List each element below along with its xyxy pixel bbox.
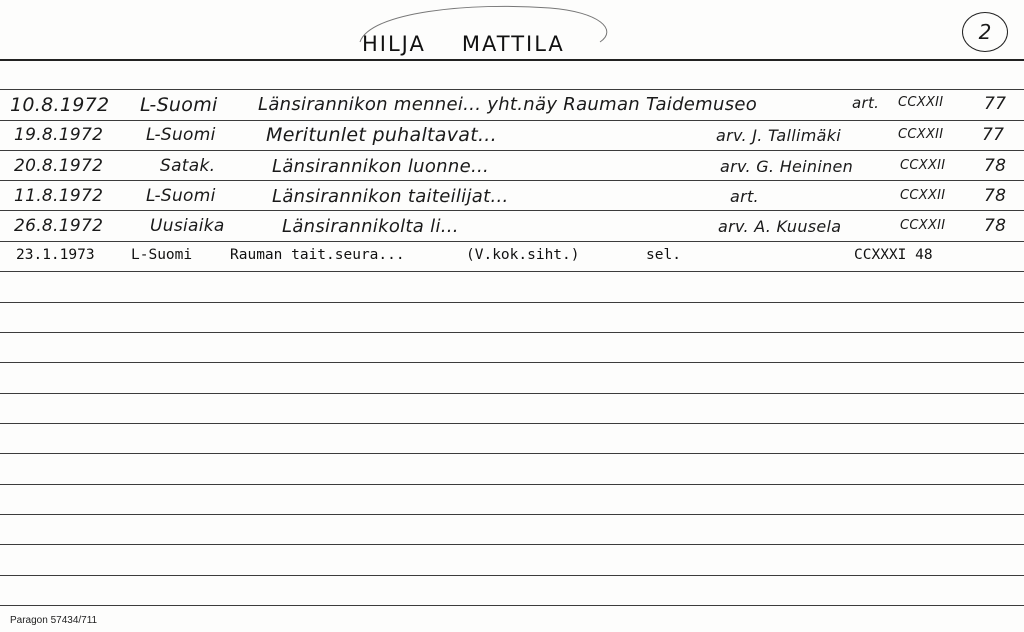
typed-date: 23.1.1973 (16, 247, 95, 263)
ruled-line (0, 302, 1024, 303)
entry-role: arv. J. Tallimäki (716, 126, 842, 145)
entry-paper: Satak. (160, 156, 216, 176)
entry-title: Länsirannikon mennei... yht.näy Rauman Taidemuseo (258, 94, 758, 115)
typed-volume-page: CCXXXI 48 (854, 247, 933, 263)
entry-volume: CCXXII (900, 218, 946, 233)
entry-date: 26.8.1972 (14, 216, 104, 236)
entry-paper: L-Suomi (146, 125, 216, 145)
entry-page: 78 (984, 216, 1007, 236)
entry-volume: CCXXII (900, 158, 946, 173)
entry-page: 77 (982, 125, 1005, 145)
header-rule (0, 59, 1024, 61)
entry-volume: CCXXII (898, 127, 944, 142)
card-number: 2 (962, 12, 1008, 52)
ruled-line (0, 332, 1024, 333)
ruled-line (0, 544, 1024, 545)
ruled-line (0, 271, 1024, 272)
ruled-line (0, 393, 1024, 394)
ruled-line (0, 484, 1024, 485)
entry-volume: CCXXII (900, 188, 946, 203)
entry-role: art. (730, 187, 759, 206)
entry-date: 10.8.1972 (10, 94, 110, 116)
ruled-line (0, 120, 1024, 121)
entry-paper: L-Suomi (140, 94, 218, 116)
entry-paper: L-Suomi (146, 186, 216, 206)
typed-title: Rauman tait.seura... (230, 247, 405, 263)
entry-title: Länsirannikon taiteilijat... (272, 186, 509, 207)
ruled-line (0, 423, 1024, 424)
entry-role: arv. A. Kuusela (718, 217, 842, 236)
ruled-line (0, 210, 1024, 211)
first-name: HILJA (362, 32, 426, 56)
ruled-line (0, 575, 1024, 576)
entry-title: Länsirannikon luonne... (272, 156, 490, 177)
typed-note: (V.kok.siht.) (466, 247, 580, 263)
entry-page: 78 (984, 186, 1007, 206)
entry-volume: CCXXII (898, 95, 944, 110)
entry-paper: Uusiaika (150, 216, 225, 236)
entry-date: 11.8.1972 (14, 186, 104, 206)
typed-role: sel. (646, 247, 681, 263)
printer-imprint: Paragon 57434/711 (10, 615, 98, 626)
entry-title: Länsirannikolta li... (282, 216, 459, 237)
ruled-line (0, 180, 1024, 181)
entry-role: art. (852, 94, 880, 112)
ruled-line (0, 605, 1024, 606)
entry-role: arv. G. Heininen (720, 157, 854, 176)
entry-title: Meritunlet puhaltavat... (266, 124, 497, 146)
entry-page: 77 (984, 94, 1007, 114)
person-name (362, 32, 601, 56)
entry-date: 20.8.1972 (14, 156, 104, 176)
ruled-line (0, 89, 1024, 90)
ruled-line (0, 514, 1024, 515)
typed-paper: L-Suomi (131, 247, 193, 263)
ruled-line (0, 362, 1024, 363)
ruled-line (0, 453, 1024, 454)
ruled-line (0, 241, 1024, 242)
entry-date: 19.8.1972 (14, 125, 104, 145)
ruled-line (0, 150, 1024, 151)
entry-page: 78 (984, 156, 1007, 176)
last-name: MATTILA (461, 32, 565, 56)
